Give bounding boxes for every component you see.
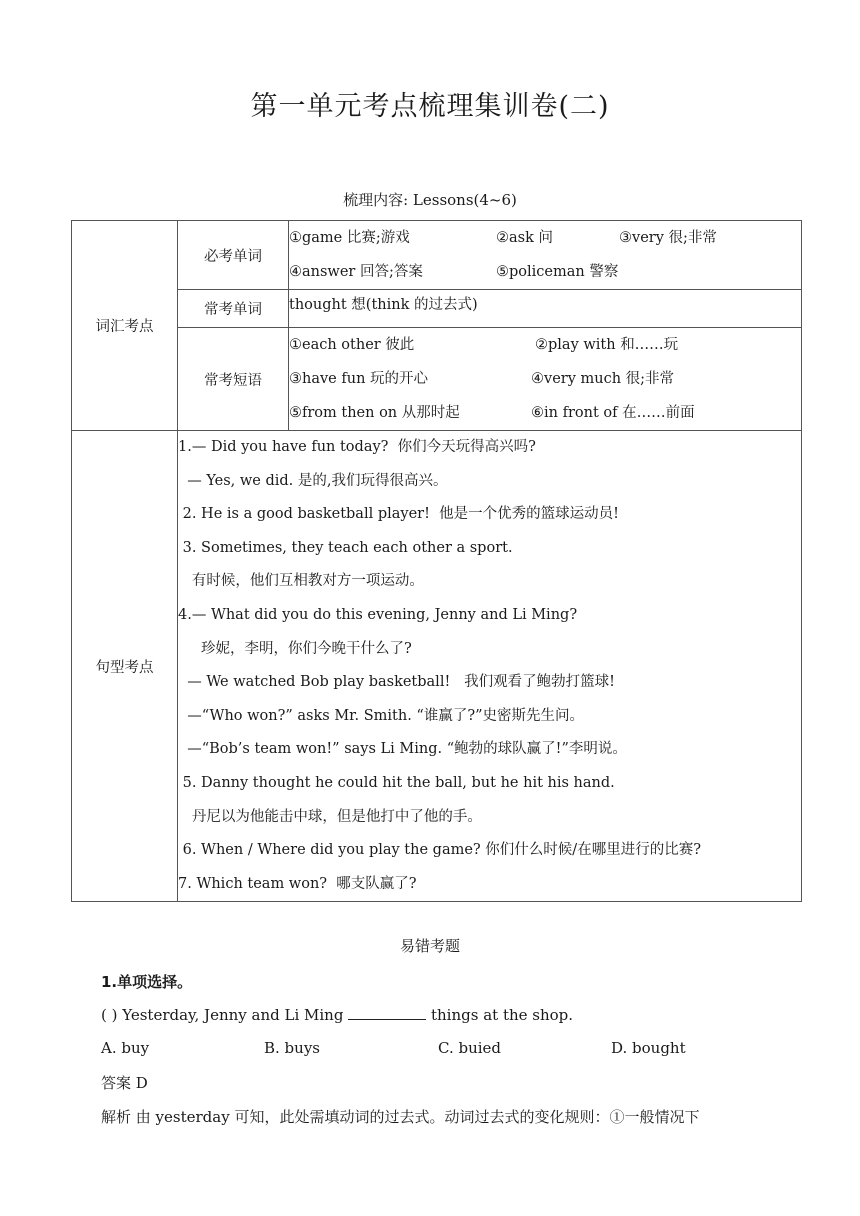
vocab-category: 词汇考点 <box>72 221 178 431</box>
page-title: 第一单元考点梳理集训卷(二) <box>250 91 610 122</box>
table-row <box>72 221 802 290</box>
sentence-line: 6. When / Where did you play the game? 你们什么时候/在哪里进行的比赛? <box>178 842 701 859</box>
question-heading: 1.单项选择。 <box>101 973 193 991</box>
sentence-line: 5. Danny thought he could hit the ball, but he hit his hand. <box>178 774 615 791</box>
word-item: thought 想(think 的过去式) <box>289 297 478 313</box>
table-row <box>72 290 802 328</box>
question-suffix: things at the shop. <box>426 1006 574 1024</box>
common-words-label: 常考单词 <box>178 290 289 328</box>
option-c: C. buied <box>438 1039 502 1057</box>
phrase-item: ②play with 和……玩 <box>535 337 679 353</box>
sentence-line: 丹尼以为他能击中球，但是他打中了他的手。 <box>178 808 482 825</box>
required-words-label: 必考单词 <box>178 221 289 290</box>
option-d: D. bought <box>611 1039 686 1057</box>
sentence-line: 7. Which team won? 哪支队赢了? <box>178 875 417 892</box>
analysis-text: 解析 由 yesterday 可知，此处需填动词的过去式。动词过去式的变化规则：①一般情况下 <box>101 1108 700 1126</box>
option-a: A. buy <box>101 1039 150 1057</box>
sentence-line: — We watched Bob play basketball! 我们观看了鲍勃打篮球! <box>178 674 615 691</box>
section-title: 易错考题 <box>399 937 460 955</box>
word-item: ⑤policeman 警察 <box>496 264 619 280</box>
sentence-list <box>178 431 801 901</box>
option-b: B. buys <box>264 1039 320 1057</box>
answer-text: 答案 D <box>101 1074 148 1092</box>
sentence-line: 2. He is a good basketball player! 他是一个优秀的篮球运动员! <box>178 506 619 523</box>
sentence-line: —“Who won?” asks Mr. Smith. “谁赢了?”史密斯先生问。 <box>178 707 585 724</box>
question-text <box>101 1005 573 1024</box>
required-words-cell <box>289 221 802 290</box>
sentence-line: 珍妮，李明，你们今晚干什么了? <box>178 640 412 657</box>
question-prefix: ( ) Yesterday, Jenny and Li Ming <box>101 1006 344 1024</box>
sentence-line: 1.— Did you have fun today? 你们今天玩得高兴吗? <box>178 439 536 455</box>
table-caption: 梳理内容: Lessons(4~6) <box>343 191 517 209</box>
sentence-line: — Yes, we did. 是的,我们玩得很高兴。 <box>178 472 448 489</box>
word-item: ④answer 回答;答案 <box>289 264 423 280</box>
options-row <box>101 1039 801 1059</box>
word-item: ②ask 问 <box>496 230 553 246</box>
phrase-item: ⑥in front of 在……前面 <box>531 405 695 421</box>
common-phrases-cell <box>289 328 802 431</box>
table-row <box>72 328 802 431</box>
phrase-item: ④very much 很;非常 <box>531 371 675 387</box>
sentence-line: —“Bob’s team won!” says Li Ming. “鲍勃的球队赢了!”李明说。 <box>178 741 627 758</box>
summary-table <box>71 220 802 902</box>
sentence-line: 4.— What did you do this evening, Jenny and Li Ming? <box>178 606 578 623</box>
phrase-item: ⑤from then on 从那时起 <box>289 405 460 421</box>
sentence-line: 有时候，他们互相教对方一项运动。 <box>178 573 424 590</box>
common-words-cell <box>289 290 802 328</box>
word-item: ③very 很;非常 <box>619 230 717 246</box>
sentence-line: 3. Sometimes, they teach each other a sport. <box>178 539 513 556</box>
sentence-cell <box>178 431 802 902</box>
phrase-item: ①each other 彼此 <box>289 337 415 353</box>
phrase-item: ③have fun 玩的开心 <box>289 371 429 387</box>
sentence-category: 句型考点 <box>72 431 178 902</box>
common-phrases-label: 常考短语 <box>178 328 289 431</box>
answer-blank <box>348 1005 426 1020</box>
table-row <box>72 431 802 902</box>
word-item: ①game 比赛;游戏 <box>289 230 410 246</box>
